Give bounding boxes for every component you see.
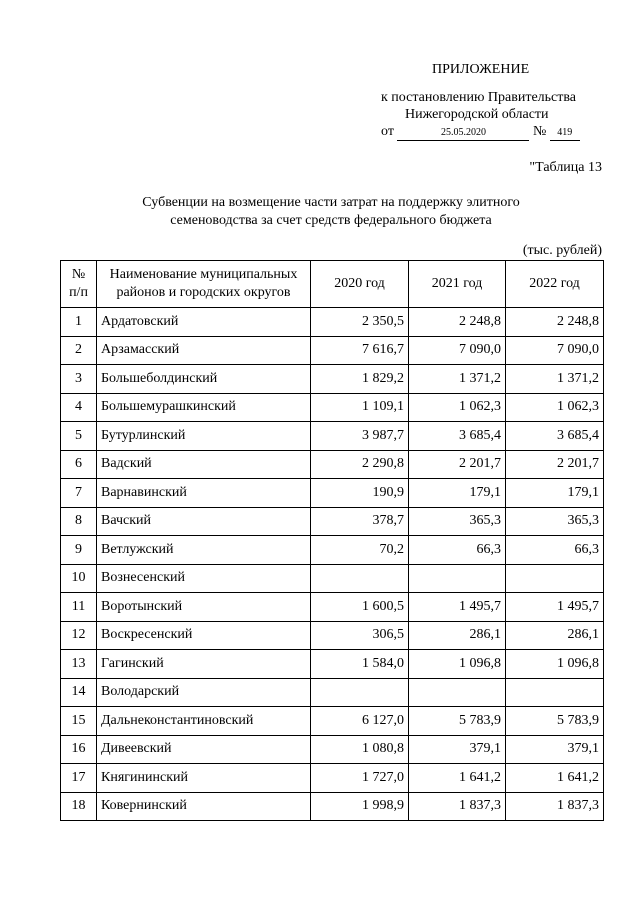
value-2022: 1 837,3 [506,792,604,821]
row-number: 3 [61,365,97,394]
column-header-name-line2: районов и городских округов [116,285,291,300]
row-number: 8 [61,507,97,536]
table-row [61,393,604,422]
table-row [61,707,604,736]
column-header-number-line1: № [71,267,86,282]
row-number: 9 [61,536,97,565]
district-name: Варнавинский [97,479,311,508]
district-name: Вачский [97,507,311,536]
value-2022: 379,1 [506,735,604,764]
value-2020: 2 350,5 [311,308,409,337]
value-2020: 1 584,0 [311,650,409,679]
column-header-number-line2: п/п [69,285,88,300]
table-heading-line2: семеноводства за счет средств федерального бюджета [170,213,492,228]
value-2020: 1 109,1 [311,393,409,422]
value-2020: 3 987,7 [311,422,409,451]
value-2021: 1 096,8 [409,650,506,679]
value-2021: 286,1 [409,621,506,650]
district-name: Воскресенский [97,621,311,650]
value-2022: 1 096,8 [506,650,604,679]
row-number: 12 [61,621,97,650]
value-2020: 378,7 [311,507,409,536]
table-heading [60,194,602,230]
district-name: Большемурашкинский [97,393,311,422]
row-number: 18 [61,792,97,821]
value-2021: 379,1 [409,735,506,764]
value-2021: 1 062,3 [409,393,506,422]
district-name: Арзамасский [97,336,311,365]
value-2020: 1 727,0 [311,764,409,793]
table-row [61,507,604,536]
value-2021: 7 090,0 [409,336,506,365]
row-number: 17 [61,764,97,793]
value-2021: 2 248,8 [409,308,506,337]
resolution-number: 419 [550,126,580,141]
value-2020: 190,9 [311,479,409,508]
value-2022: 365,3 [506,507,604,536]
value-2022 [506,678,604,707]
table-row [61,764,604,793]
row-number: 11 [61,593,97,622]
table-row [61,336,604,365]
table-row [61,365,604,394]
value-2022: 1 641,2 [506,764,604,793]
row-number: 1 [61,308,97,337]
value-2020: 1 829,2 [311,365,409,394]
row-number: 5 [61,422,97,451]
value-2020: 6 127,0 [311,707,409,736]
value-2020: 70,2 [311,536,409,565]
value-2022 [506,564,604,593]
district-name: Вадский [97,450,311,479]
district-name: Бутурлинский [97,422,311,451]
district-name: Княгининский [97,764,311,793]
table-row [61,792,604,821]
row-number: 14 [61,678,97,707]
value-2021: 365,3 [409,507,506,536]
district-name: Большеболдинский [97,365,311,394]
value-2020 [311,678,409,707]
value-2021: 5 783,9 [409,707,506,736]
district-name: Вознесенский [97,564,311,593]
subsidies-table [60,260,604,821]
value-2021 [409,678,506,707]
value-2020: 1 080,8 [311,735,409,764]
resolution-reference-line2: Нижегородской области [405,107,549,122]
row-number: 2 [61,336,97,365]
value-2022: 1 062,3 [506,393,604,422]
value-2021: 1 837,3 [409,792,506,821]
column-header-name [97,261,311,308]
table-row [61,536,604,565]
value-2022: 179,1 [506,479,604,508]
value-2022: 2 201,7 [506,450,604,479]
resolution-date: 25.05.2020 [397,126,529,141]
table-row [61,735,604,764]
units-label: (тыс. рублей) [522,243,602,258]
district-name: Дальнеконстантиновский [97,707,311,736]
table-heading-line1: Субвенции на возмещение части затрат на поддержку элитного [142,195,520,210]
value-2020 [311,564,409,593]
resolution-date-number [381,124,580,141]
column-header-2021: 2021 год [409,261,506,308]
table-row [61,678,604,707]
table-row [61,422,604,451]
table-row [61,650,604,679]
value-2022: 5 783,9 [506,707,604,736]
row-number: 10 [61,564,97,593]
value-2022: 1 371,2 [506,365,604,394]
value-2022: 2 248,8 [506,308,604,337]
value-2020: 2 290,8 [311,450,409,479]
value-2022: 3 685,4 [506,422,604,451]
district-name: Ковернинский [97,792,311,821]
number-label: № [532,124,547,139]
row-number: 4 [61,393,97,422]
value-2021: 1 371,2 [409,365,506,394]
value-2022: 286,1 [506,621,604,650]
row-number: 13 [61,650,97,679]
table-row [61,564,604,593]
row-number: 7 [61,479,97,508]
value-2020: 306,5 [311,621,409,650]
value-2020: 1 998,9 [311,792,409,821]
table-header-row [61,261,604,308]
value-2022: 1 495,7 [506,593,604,622]
district-name: Ветлужский [97,536,311,565]
district-name: Володарский [97,678,311,707]
row-number: 15 [61,707,97,736]
row-number: 6 [61,450,97,479]
value-2021: 3 685,4 [409,422,506,451]
column-header-2020: 2020 год [311,261,409,308]
resolution-reference-line1: к постановлению Правительства [381,90,577,105]
value-2021: 2 201,7 [409,450,506,479]
appendix-title: ПРИЛОЖЕНИЕ [432,62,530,77]
value-2020: 1 600,5 [311,593,409,622]
table-number: "Таблица 13 [529,160,602,175]
table-row [61,621,604,650]
from-label: от [381,124,394,139]
district-name: Гагинский [97,650,311,679]
value-2020: 7 616,7 [311,336,409,365]
value-2021: 179,1 [409,479,506,508]
value-2021: 1 641,2 [409,764,506,793]
district-name: Ардатовский [97,308,311,337]
value-2022: 7 090,0 [506,336,604,365]
district-name: Дивеевский [97,735,311,764]
row-number: 16 [61,735,97,764]
value-2021: 66,3 [409,536,506,565]
table-row [61,593,604,622]
table-row [61,479,604,508]
column-header-name-line1: Наименование муниципальных [109,267,298,282]
column-header-number [61,261,97,308]
table-row [61,308,604,337]
value-2022: 66,3 [506,536,604,565]
value-2021 [409,564,506,593]
column-header-2022: 2022 год [506,261,604,308]
value-2021: 1 495,7 [409,593,506,622]
district-name: Воротынский [97,593,311,622]
table-row [61,450,604,479]
